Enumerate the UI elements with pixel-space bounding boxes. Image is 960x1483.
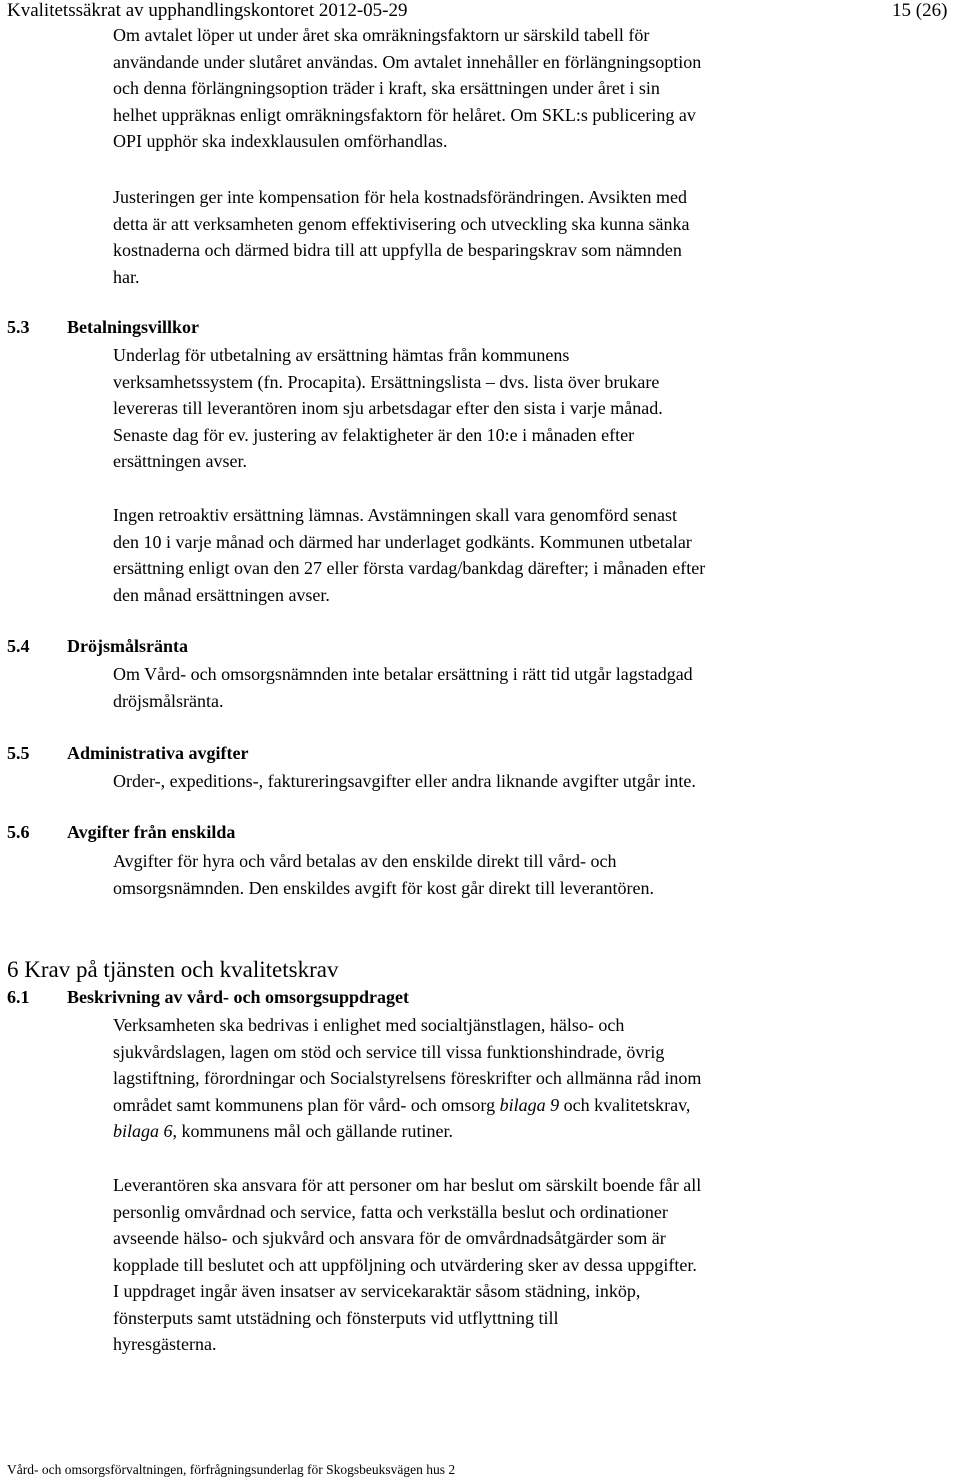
text-line: ersättningen avser. (113, 451, 247, 471)
section-heading-5-3 (7, 317, 607, 341)
attachment-reference: bilaga 6 (113, 1121, 173, 1141)
text-line: har. (113, 266, 140, 287)
text-line: Underlag för utbetalning av ersättning hämtas från kommunens (113, 345, 570, 365)
text-line: hyresgästerna. (113, 1334, 217, 1354)
section-heading-5-6 (7, 822, 607, 846)
text-line: avseende hälso- och sjukvård och ansvara för de omvårdnadsåtgärder som är (113, 1228, 666, 1248)
text-line: Ingen retroaktiv ersättning lämnas. Avstämningen skall vara genomförd senast (113, 505, 678, 525)
section-number: 5.5 (7, 743, 30, 763)
attachment-reference: bilaga 9 (499, 1094, 560, 1115)
text-line: lagstiftning, förordningar och Socialstyrelsens föreskrifter och allmänna råd inom (113, 1068, 702, 1088)
text-line: ersättning enligt ovan den 27 eller första vardag/bankdag därefter; i månaden efter (113, 558, 706, 578)
text-line: den 10 i varje månad och därmed har underlaget godkänts. Kommunen utbetalar (113, 531, 692, 552)
text-line: den månad ersättningen avser. (113, 584, 330, 605)
paragraph-assignment-description (113, 1012, 701, 1145)
section-title: Administrativa avgifter (67, 743, 249, 763)
paragraph-late-interest (113, 661, 693, 714)
text-line: Senaste dag för ev. justering av felaktigheter är den 10:e i månaden efter (113, 424, 635, 445)
text-line: I uppdraget ingår även insatser av servicekaraktär såsom städning, inköp, (113, 1281, 641, 1301)
text-line (113, 1118, 701, 1145)
document-footer: Vård- och omsorgsförvaltningen, förfrågningsunderlag för Skogsbeuksvägen hus 2 (7, 1462, 456, 1477)
text-line: OPI upphör ska indexklausulen omförhandlas. (113, 131, 448, 151)
text-line: detta är att verksamheten genom effektivisering och utveckling ska kunna sänka (113, 213, 690, 234)
section-number: 6.1 (7, 987, 30, 1007)
text-run: , kommunens mål och gällande rutiner. (172, 1121, 453, 1141)
text-line: Om Vård- och omsorgsnämnden inte betalar ersättning i rätt tid utgår lagstadgad (113, 664, 693, 684)
text-line: och denna förlängningsoption träder i kraft, ska ersättningen under året i sin (113, 78, 660, 98)
text-line: kopplade till beslutet och att uppföljning och utvärdering sker av dessa uppgifter. (113, 1254, 697, 1275)
chapter-heading-6: 6 Krav på tjänsten och kvalitetskrav (7, 957, 339, 982)
text-line: sjukvårdslagen, lagen om stöd och service till vissa funktionshindrade, övrig (113, 1041, 665, 1062)
text-line: dröjsmålsränta. (113, 690, 224, 711)
paragraph-payment-schedule (113, 502, 705, 608)
paragraph-individual-fees (113, 848, 654, 901)
paragraph-index-clause (113, 22, 701, 155)
section-title: Dröjsmålsränta (67, 636, 188, 656)
text-line: kostnaderna och därmed bidra till att uppfylla de besparingskrav som nämnden (113, 240, 682, 260)
paragraph-provider-responsibility (113, 1172, 701, 1358)
section-number: 5.6 (7, 822, 30, 842)
text-line: Leverantören ska ansvara för att personer om har beslut om särskilt boende får all (113, 1175, 702, 1195)
section-title: Beskrivning av vård- och omsorgsuppdraget (67, 987, 410, 1007)
section-heading-6-1 (7, 987, 707, 1011)
text-run: och kvalitetskrav, (559, 1094, 691, 1115)
text-line: Order-, expeditions-, faktureringsavgifter eller andra liknande avgifter utgår inte. (113, 771, 696, 791)
text-line: användande under slutåret användas. Om avtalet innehåller en förlängningsoption (113, 51, 702, 72)
section-heading-5-5 (7, 743, 607, 767)
paragraph-payment-basis (113, 342, 663, 475)
text-line: Justeringen ger inte kompensation för hela kostnadsförändringen. Avsikten med (113, 187, 688, 207)
text-run: området samt kommunens plan för vård- och omsorg (113, 1094, 500, 1115)
section-title: Avgifter från enskilda (67, 822, 236, 842)
document-header-title: Kvalitetssäkrat av upphandlingskontoret 2012-05-29 (7, 0, 408, 21)
text-line: Om avtalet löper ut under året ska omräkningsfaktorn ur särskild tabell för (113, 25, 650, 45)
section-title: Betalningsvillkor (67, 317, 200, 337)
text-line: Avgifter för hyra och vård betalas av den enskilde direkt till vård- och (113, 851, 617, 871)
text-line: Verksamheten ska bedrivas i enlighet med socialtjänstlagen, hälso- och (113, 1015, 625, 1035)
text-line: omsorgsnämnden. Den enskildes avgift för kost går direkt till leverantören. (113, 877, 655, 898)
text-line: levereras till leverantören inom sju arbetsdagar efter den sista i varje månad. (113, 398, 663, 418)
text-line (113, 1092, 701, 1119)
paragraph-adjustment (113, 184, 689, 290)
section-heading-5-4 (7, 636, 607, 660)
text-line: verksamhetssystem (fn. Procapita). Ersättningslista – dvs. lista över brukare (113, 371, 660, 392)
section-number: 5.3 (7, 317, 30, 337)
paragraph-admin-fees (113, 768, 696, 795)
page-number: 15 (26) (892, 0, 948, 21)
text-line: personlig omvårdnad och service, fatta och verkställa beslut och ordinationer (113, 1201, 668, 1222)
text-line: helhet uppräknas enligt omräkningsfaktorn för helåret. Om SKL:s publicering av (113, 104, 696, 125)
section-number: 5.4 (7, 636, 30, 656)
text-line: fönsterputs samt utstädning och fönsterputs vid utflyttning till (113, 1307, 559, 1328)
